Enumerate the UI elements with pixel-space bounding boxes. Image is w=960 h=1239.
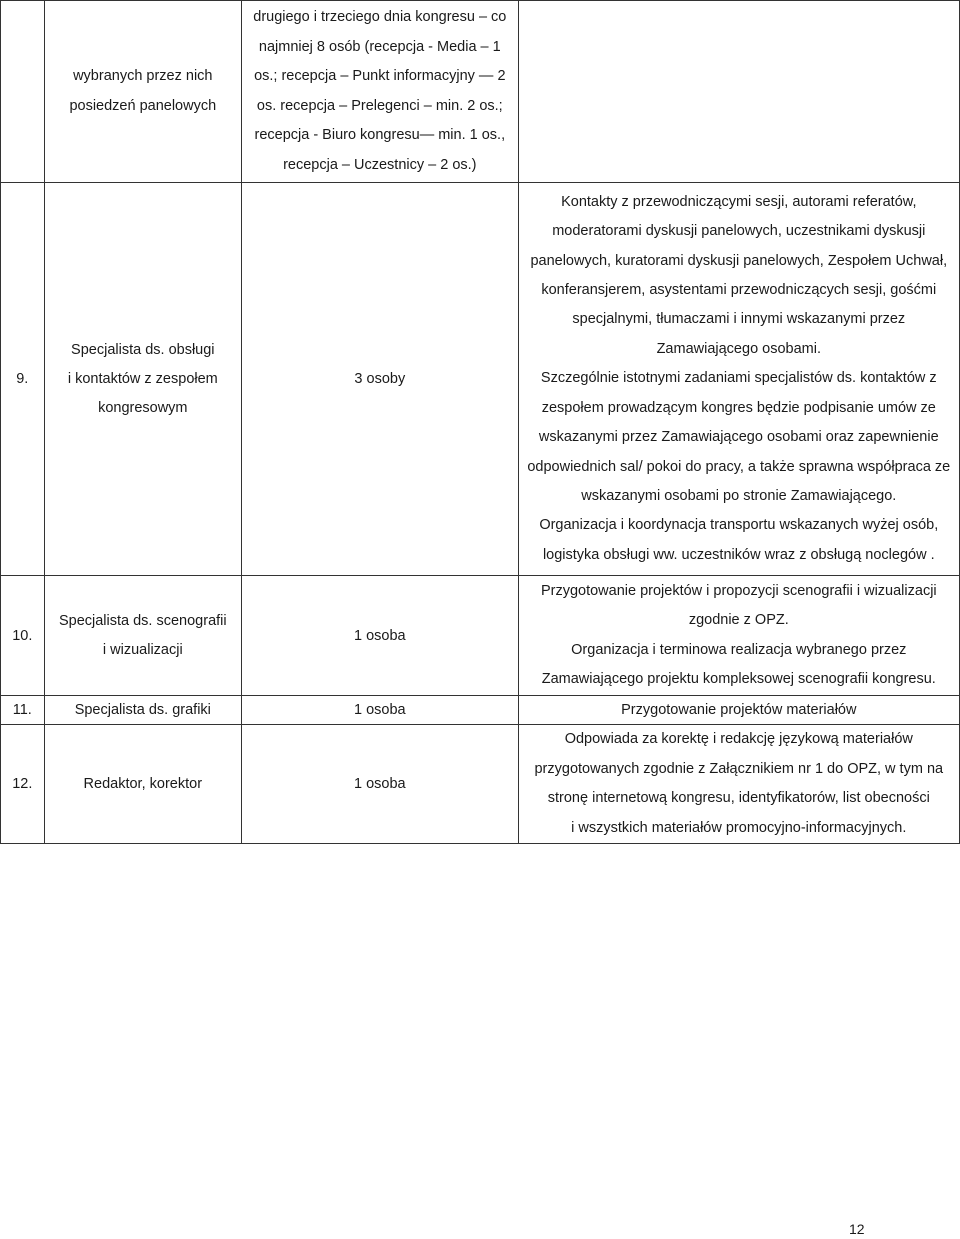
description-cell [518,576,959,696]
description-line: Organizacja i terminowa realizacja wybranego przez [571,641,907,658]
count-cell [242,696,519,725]
row-number-cell: 11. [1,696,45,725]
description-line: przygotowanych zgodnie z Załącznikiem nr 1 do OPZ, w tym na [534,760,944,777]
table-row [1,1,960,183]
description-cell [518,725,959,844]
role-cell [44,696,241,725]
role-cell [44,725,241,844]
count-line: 1 osoba [354,627,406,644]
description-line: Organizacja i koordynacja transportu wskazanych wyżej osób, [539,517,939,534]
description-line: Odpowiada za korektę i redakcję językową materiałów [564,731,913,747]
description-line: wskazanymi osobami po stronie Zamawiającego. [581,487,897,504]
count-cell [242,1,519,183]
role-line: Specjalista ds. grafiki [74,702,211,718]
count-line: os. recepcja – Prelegenci – min. 2 os.; [256,97,503,114]
role-line: i kontaktów z zespołem [67,370,218,387]
page-number: 12 [849,1221,865,1237]
count-cell [242,725,519,844]
row-number-cell: 10. [1,576,45,696]
count-cell [242,183,519,576]
count-line: 1 osoba [354,776,406,792]
table-row [1,696,960,725]
role-cell [44,183,241,576]
count-line: 1 osoba [354,702,406,718]
description-line: moderatorami dyskusji panelowych, uczestnikami dyskusji [552,223,926,240]
row-number-cell [1,1,45,183]
description-line: Przygotowanie projektów materiałów [621,702,857,718]
count-line: recepcja – Uczestnicy – 2 os.) [283,156,477,173]
description-line: Kontakty z przewodniczącymi sesji, autorami referatów, [561,193,917,210]
role-line: Specjalista ds. scenografii [58,612,227,629]
row-number-cell: 9. [1,183,45,576]
description-cell [518,696,959,725]
description-line: Zamawiającego projektu kompleksowej scenografii kongresu. [541,671,936,687]
description-line: Przygotowanie projektów i propozycji scenografii i wizualizacji [540,582,937,599]
role-line: i wizualizacji [102,641,183,658]
row-number-cell: 12. [1,725,45,844]
description-line: wskazanymi przez Zamawiającego osobami oraz zapewnienie [538,429,939,446]
role-line: posiedzeń panelowych [69,97,217,114]
table-row [1,576,960,696]
table-row [1,183,960,576]
description-line: konferansjerem, asystentami przewodniczących sesji, gośćmi [541,282,937,299]
description-line: i wszystkich materiałów promocyjno-informacyjnych. [571,819,907,836]
count-line: os.; recepcja – Punkt informacyjny — 2 [254,68,506,84]
description-line: Zamawiającego osobami. [656,340,821,357]
table-row [1,725,960,844]
description-line: stronę internetową kongresu, identyfikatorów, list obecności [547,790,930,806]
description-line: odpowiednich sal/ pokoi do pracy, a także sprawna współpraca ze [527,458,951,475]
role-line: Redaktor, korektor [83,776,203,792]
role-line: kongresowym [98,399,188,416]
count-line: najmniej 8 osób (recepcja - Media – 1 [258,38,501,55]
role-cell [44,1,241,183]
description-line: Szczególnie istotnymi zadaniami specjalistów ds. kontaktów z [540,370,937,387]
description-cell [518,1,959,183]
count-line: 3 osoby [354,371,406,387]
count-cell [242,576,519,696]
description-line: zgodnie z OPZ. [688,612,789,628]
count-line: drugiego i trzeciego dnia kongresu – co [253,9,507,25]
description-line: zespołem prowadzącym kongres będzie podpisanie umów ze [541,399,936,416]
count-line: recepcja - Biuro kongresu— min. 1 os., [254,127,506,143]
role-line: wybranych przez nich [73,68,213,84]
description-line: panelowych, kuratorami dyskusji panelowych, Zespołem Uchwał, [530,252,948,269]
description-cell [518,183,959,576]
description-line: logistyka obsługi ww. uczestników wraz z obsługą noclegów . [542,546,935,563]
description-line: specjalnymi, tłumaczami i innymi wskazanymi przez [572,311,906,328]
role-cell [44,576,241,696]
role-line: Specjalista ds. obsługi [71,341,215,358]
